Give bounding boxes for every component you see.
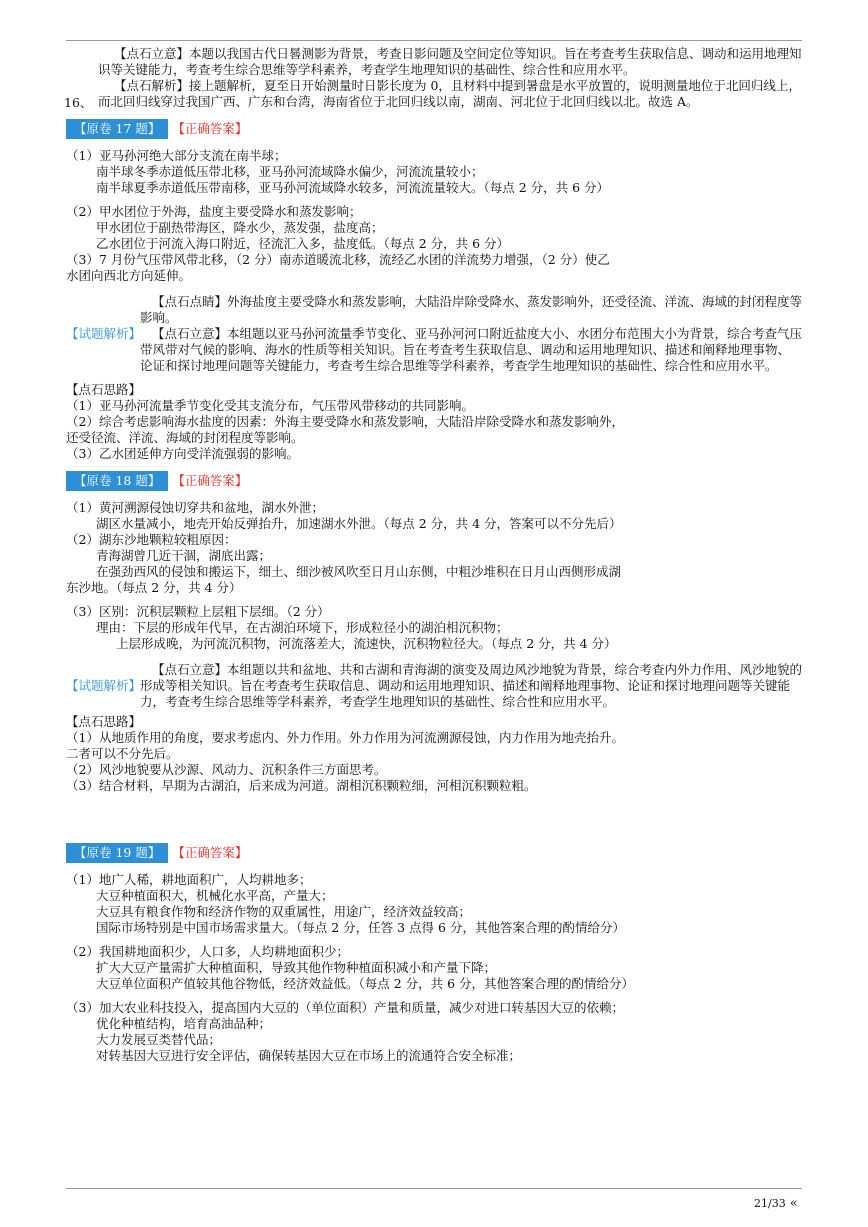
answer-line: 青海湖曾几近干涸，湖底出露； [96,548,272,563]
answer-line: 大豆种植面积大，机械化水平高，产量大； [96,888,334,903]
thinking-line: 还受径流、洋流、海域的封闭程度等影响。 [66,430,304,445]
page-content [66,46,802,1064]
question-16 [66,46,802,110]
question-19-header [66,843,802,863]
answer-line: 南半球夏季赤道低压带南移，亚马孙河流域降水较多，河流流量较大。（每点 2 分，共 6 分） [96,180,610,195]
chevron-left-icon[interactable]: « [789,1196,798,1211]
question-18-analysis [66,662,802,710]
question-18-thinking [66,714,802,794]
thinking-line: （2）风沙地貌要从沙源、风动力、沉积条件三方面思考。 [66,762,387,777]
thinking-line: （1）从地质作用的角度，要求考虑内、外力作用。外力作用为河流溯源侵蚀，内力作用为地壳抬升。 [66,730,624,745]
answer-line: 湖区水量减小，地壳开始反弹抬升，加速湖水外泄。（每点 2 分，共 4 分，答案可以不分先后） [96,516,622,531]
answer-label: 【正确答案】 [172,121,248,136]
question-tag: 【原卷 18 题】 [66,471,168,491]
thinking-line: 二者可以不分先后。 [66,746,179,761]
thinking-line: （3）乙水团延伸方向受洋流强弱的影响。 [66,446,299,461]
answer-line: 大豆单位面积产值较其他谷物低，经济效益低。（每点 2 分，共 6 分，其他答案合理的酌情给分） [96,976,635,991]
analysis-paragraph: 【点石点睛】外海盐度主要受降水和蒸发影响，大陆沿岸除受降水、蒸发影响外，还受径流、洋流、海域的封闭程度等影响。 [140,294,803,325]
thinking-line: （2）综合考虑影响海水盐度的因素：外海主要受降水和蒸发影响，大陆沿岸除受降水和蒸发影响外， [66,414,624,429]
question-18-answers [66,500,802,652]
answer-line: （3）区别：沉积层颗粒上层粗下层细。（2 分） [66,604,330,619]
answer-line: （2）甲水团位于外海，盐度主要受降水和蒸发影响； [66,204,362,219]
question-17-analysis [66,294,802,374]
thinking-title: 【点石思路】 [66,382,142,397]
question-tag: 【原卷 19 题】 [66,843,168,863]
analysis-paragraph: 【点石立意】本组题以亚马孙河流量季节变化、亚马孙河河口附近盐度大小、水团分布范围大小为背景，综合考查气压带风带对气候的影响、海水的性质等相关知识。旨在考查考生获取信息、调动和运用地理知识、描述和阐释地理事物、论证和探讨地理问题等关键能力，考查考生综合思维等学科素养，考查学生地理知识的基础性、综合性和应用水平。 [140,326,803,373]
analysis-paragraph: 【点石解析】接上题解析，夏至日开始测量时日影长度为 0，且材料中提到暑盘是水平放置的，说明测量地位于北回归线上，而北回归线穿过我国广西、广东和台湾，海南省位于北回归线以南，湖南、河北位于北回归线以北。故选 A。 [98,78,801,109]
answer-line: 大豆具有粮食作物和经济作物的双重属性，用途广，经济效益较高； [96,904,472,919]
answer-line: 东沙地。（每点 2 分，共 4 分） [66,580,242,595]
question-17-answers [66,148,802,284]
answer-line: 在强劲西风的侵蚀和搬运下，细土、细沙被风吹至日月山东侧，中粗沙堆积在日月山西侧形成湖 [96,564,622,579]
answer-line: （1）地广人稀，耕地面积广，人均耕地多； [66,872,312,887]
intent-paragraph: 【点石立意】本题以我国古代日晷测影为背景，考查日影问题及空间定位等知识。旨在考查考生获取信息、调动和运用地理知识等关键能力，考查考生综合思维等学科素养，考查学生地理知识的基础性、综合性和应用水平。 [98,46,802,77]
question-19-answers [66,872,802,1064]
answer-line: （3）7 月份气压带风带北移，（2 分）南赤道暖流北移，流经乙水团的洋流势力增强，（2 分）使乙 [66,252,610,267]
answer-line: 优化种植结构，培育高油品种； [96,1016,272,1031]
page-number [754,1196,798,1211]
answer-line: （2）湖东沙地颗粒较粗原因： [66,532,237,547]
answer-line: （1）黄河溯源侵蚀切穿共和盆地，湖水外泄； [66,500,324,515]
header-rule [66,40,802,41]
answer-label: 【正确答案】 [172,845,248,860]
answer-line: 乙水团位于河流入海口附近，径流汇入多，盐度低。（每点 2 分，共 6 分） [96,236,510,251]
analysis-paragraph: 【点石立意】本组题以共和盆地、共和古湖和青海湖的演变及周边风沙地貌为背景，综合考查内外力作用、风沙地貌的形成等相关知识。旨在考查考生获取信息、调动和运用地理知识、描述和阐释地理事物、论证和探讨地理问题等关键能力，考查考生综合思维等学科素养，考查学生地理知识的基础性、综合性和应用水平。 [140,662,803,709]
answer-line: （1）亚马孙河绝大部分支流在南半球； [66,148,287,163]
thinking-line: （1）亚马孙河流量季节变化受其支流分布，气压带风带移动的共同影响。 [66,398,474,413]
answer-line: 对转基因大豆进行安全评估，确保转基因大豆在市场上的流通符合安全标准； [96,1048,522,1063]
question-17-header [66,119,802,139]
answer-line: 南半球冬季赤道低压带北移，亚马孙河流域降水偏少，河流流量较小； [96,164,484,179]
answer-line: 水团向西北方向延伸。 [66,268,192,283]
question-18-header [66,471,802,491]
footer-rule [66,1188,802,1189]
thinking-line: （3）结合材料，早期为古湖泊，后来成为河道。湖相沉积颗粒细，河相沉积颗粒粗。 [66,778,537,793]
analysis-tag: 【试题解析】 [66,326,142,341]
question-number: 16、 [64,95,93,110]
answer-line: 甲水团位于副热带海区，降水少，蒸发强，盐度高； [96,220,384,235]
answer-line: （3）加大农业科技投入，提高国内大豆的（单位面积）产量和质量，减少对进口转基因大豆的依赖； [66,1000,624,1015]
page-number-text: 21/33 [754,1197,786,1210]
answer-label: 【正确答案】 [172,473,248,488]
answer-line: 上层形成晚，为河流沉积物，河流落差大，流速快，沉积物粒径大。（每点 2 分，共 4 分） [116,636,617,651]
answer-line: （2）我国耕地面积少，人口多，人均耕地面积少； [66,944,349,959]
question-17-thinking [66,382,802,462]
answer-line: 大力发展豆类替代品； [96,1032,222,1047]
answer-line: 理由：下层的形成年代早，在古湖泊环境下，形成粒径小的湖泊相沉积物； [96,620,509,635]
answer-line: 扩大大豆产量需扩大种植面积，导致其他作物种植面积减小和产量下降； [96,960,497,975]
question-tag: 【原卷 17 题】 [66,119,168,139]
answer-line: 国际市场特别是中国市场需求量大。（每点 2 分，任答 3 点得 6 分，其他答案合理的酌情给分） [96,920,625,935]
analysis-tag: 【试题解析】 [66,678,142,693]
thinking-title: 【点石思路】 [66,714,142,729]
